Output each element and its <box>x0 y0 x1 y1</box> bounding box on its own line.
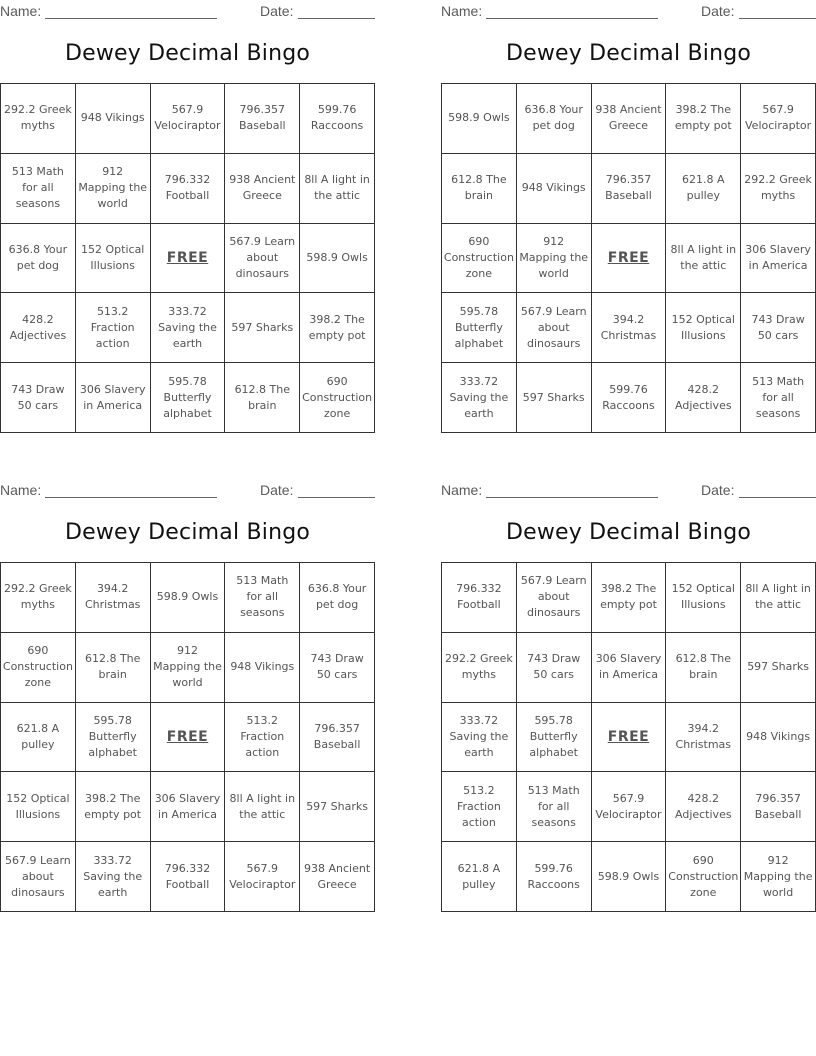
bingo-cell: 597 Sharks <box>741 633 816 703</box>
date-label: Date: <box>701 482 735 498</box>
bingo-cell: 743 Draw 50 cars <box>300 633 375 703</box>
bingo-cell: 948 Vikings <box>517 154 592 224</box>
card-header <box>441 3 816 21</box>
card-title: Dewey Decimal Bingo <box>64 41 311 66</box>
bingo-cell: 597 Sharks <box>225 293 300 363</box>
bingo-cell: 796.357 Baseball <box>225 84 300 154</box>
bingo-cell: 306 Slavery in America <box>741 224 816 294</box>
bingo-cell: 948 Vikings <box>741 703 816 773</box>
card-title: Dewey Decimal Bingo <box>505 41 752 66</box>
date-line[interactable] <box>739 497 816 498</box>
bingo-cell: 567.9 Learn about dinosaurs <box>1 842 76 912</box>
bingo-cell: 567.9 Velociraptor <box>225 842 300 912</box>
bingo-cell: 690 Construction zone <box>442 224 517 294</box>
bingo-cell: 690 Construction zone <box>1 633 76 703</box>
bingo-cell: 912 Mapping the world <box>151 633 226 703</box>
bingo-cell: 394.2 Christmas <box>666 703 741 773</box>
bingo-cell: 567.9 Learn about dinosaurs <box>225 224 300 294</box>
bingo-cell: 513.2 Fraction action <box>225 703 300 773</box>
bingo-grid <box>0 83 375 433</box>
bingo-cell: 598.9 Owls <box>592 842 667 912</box>
bingo-cell: 595.78 Butterfly alphabet <box>442 293 517 363</box>
bingo-cell: 938 Ancient Greece <box>300 842 375 912</box>
bingo-cell: 292.2 Greek myths <box>442 633 517 703</box>
bingo-cell: 152 Optical Illusions <box>666 563 741 633</box>
bingo-cell: 595.78 Butterfly alphabet <box>151 363 226 433</box>
bingo-cell: 394.2 Christmas <box>76 563 151 633</box>
name-label: Name: <box>441 3 483 19</box>
bingo-cell: 636.8 Your pet dog <box>1 224 76 294</box>
bingo-cell: 743 Draw 50 cars <box>1 363 76 433</box>
date-line[interactable] <box>298 18 375 19</box>
bingo-cell: 398.2 The empty pot <box>76 772 151 842</box>
name-line[interactable] <box>486 18 658 19</box>
bingo-cell: 513 Math for all seasons <box>741 363 816 433</box>
bingo-cell: 333.72 Saving the earth <box>442 363 517 433</box>
bingo-cell: 636.8 Your pet dog <box>300 563 375 633</box>
name-line[interactable] <box>486 497 658 498</box>
bingo-cell: 398.2 The empty pot <box>666 84 741 154</box>
bingo-cell: 912 Mapping the world <box>517 224 592 294</box>
date-label: Date: <box>260 482 294 498</box>
bingo-cell: 690 Construction zone <box>666 842 741 912</box>
bingo-cell: 938 Ancient Greece <box>592 84 667 154</box>
bingo-cell: 598.9 Owls <box>300 224 375 294</box>
bingo-cell: 599.76 Raccoons <box>592 363 667 433</box>
card-header <box>0 482 375 500</box>
bingo-cell: 598.9 Owls <box>151 563 226 633</box>
date-label: Date: <box>701 3 735 19</box>
card-title: Dewey Decimal Bingo <box>505 520 752 545</box>
bingo-grid <box>441 83 816 433</box>
bingo-cell: 599.76 Raccoons <box>517 842 592 912</box>
bingo-cell: 152 Optical Illusions <box>1 772 76 842</box>
bingo-cell: 394.2 Christmas <box>592 293 667 363</box>
bingo-cell: 428.2 Adjectives <box>666 772 741 842</box>
bingo-cell: 612.8 The brain <box>442 154 517 224</box>
bingo-cell: 796.357 Baseball <box>741 772 816 842</box>
bingo-cell: 306 Slavery in America <box>592 633 667 703</box>
free-space: FREE <box>592 703 667 773</box>
bingo-cell: 306 Slavery in America <box>151 772 226 842</box>
bingo-cell: 948 Vikings <box>225 633 300 703</box>
bingo-grid <box>441 562 816 912</box>
bingo-cell: 567.9 Velociraptor <box>741 84 816 154</box>
bingo-cell: 513 Math for all seasons <box>517 772 592 842</box>
bingo-cell: 621.8 A pulley <box>666 154 741 224</box>
bingo-cell: 595.78 Butterfly alphabet <box>76 703 151 773</box>
bingo-cell: 333.72 Saving the earth <box>442 703 517 773</box>
bingo-cell: 743 Draw 50 cars <box>741 293 816 363</box>
bingo-cell: 612.8 The brain <box>666 633 741 703</box>
bingo-cell: 796.332 Football <box>151 154 226 224</box>
bingo-cell: 513.2 Fraction action <box>76 293 151 363</box>
bingo-cell: 333.72 Saving the earth <box>151 293 226 363</box>
bingo-cell: 912 Mapping the world <box>741 842 816 912</box>
bingo-cell: 621.8 A pulley <box>442 842 517 912</box>
bingo-cell: 152 Optical Illusions <box>666 293 741 363</box>
bingo-cell: 567.9 Learn about dinosaurs <box>517 293 592 363</box>
bingo-cell: 513 Math for all seasons <box>225 563 300 633</box>
free-space: FREE <box>151 703 226 773</box>
bingo-cell: 948 Vikings <box>76 84 151 154</box>
bingo-cell: 152 Optical Illusions <box>76 224 151 294</box>
bingo-cell: 612.8 The brain <box>76 633 151 703</box>
date-label: Date: <box>260 3 294 19</box>
bingo-cell: 513 Math for all seasons <box>1 154 76 224</box>
bingo-cell: 428.2 Adjectives <box>1 293 76 363</box>
bingo-cell: 597 Sharks <box>517 363 592 433</box>
bingo-cell: 398.2 The empty pot <box>300 293 375 363</box>
bingo-cell: 796.357 Baseball <box>300 703 375 773</box>
bingo-cell: 636.8 Your pet dog <box>517 84 592 154</box>
bingo-cell: 333.72 Saving the earth <box>76 842 151 912</box>
bingo-cell: 796.357 Baseball <box>592 154 667 224</box>
bingo-cell: 690 Construction zone <box>300 363 375 433</box>
card-header <box>0 3 375 21</box>
bingo-cell: 796.332 Football <box>442 563 517 633</box>
card-header <box>441 482 816 500</box>
bingo-grid <box>0 562 375 912</box>
bingo-cell: 796.332 Football <box>151 842 226 912</box>
bingo-cell: 598.9 Owls <box>442 84 517 154</box>
name-line[interactable] <box>45 497 217 498</box>
bingo-cell: 513.2 Fraction action <box>442 772 517 842</box>
bingo-cell: 567.9 Learn about dinosaurs <box>517 563 592 633</box>
bingo-cell: 292.2 Greek myths <box>1 84 76 154</box>
bingo-cell: 938 Ancient Greece <box>225 154 300 224</box>
card-title: Dewey Decimal Bingo <box>64 520 311 545</box>
name-label: Name: <box>0 3 42 19</box>
bingo-cell: 612.8 The brain <box>225 363 300 433</box>
bingo-cell: 398.2 The empty pot <box>592 563 667 633</box>
bingo-cell: 595.78 Butterfly alphabet <box>517 703 592 773</box>
name-label: Name: <box>441 482 483 498</box>
bingo-cell: 743 Draw 50 cars <box>517 633 592 703</box>
bingo-cell: 8ll A light in the attic <box>225 772 300 842</box>
bingo-cell: 8ll A light in the attic <box>300 154 375 224</box>
bingo-cell: 306 Slavery in America <box>76 363 151 433</box>
bingo-cell: 597 Sharks <box>300 772 375 842</box>
bingo-cell: 567.9 Velociraptor <box>151 84 226 154</box>
name-label: Name: <box>0 482 42 498</box>
bingo-cell: 8ll A light in the attic <box>666 224 741 294</box>
date-line[interactable] <box>298 497 375 498</box>
free-space: FREE <box>151 224 226 294</box>
bingo-cell: 621.8 A pulley <box>1 703 76 773</box>
name-line[interactable] <box>45 18 217 19</box>
date-line[interactable] <box>739 18 816 19</box>
bingo-cell: 567.9 Velociraptor <box>592 772 667 842</box>
free-space: FREE <box>592 224 667 294</box>
bingo-cell: 292.2 Greek myths <box>741 154 816 224</box>
bingo-cell: 912 Mapping the world <box>76 154 151 224</box>
bingo-cell: 8ll A light in the attic <box>741 563 816 633</box>
bingo-cell: 599.76 Raccoons <box>300 84 375 154</box>
bingo-cell: 428.2 Adjectives <box>666 363 741 433</box>
bingo-cell: 292.2 Greek myths <box>1 563 76 633</box>
